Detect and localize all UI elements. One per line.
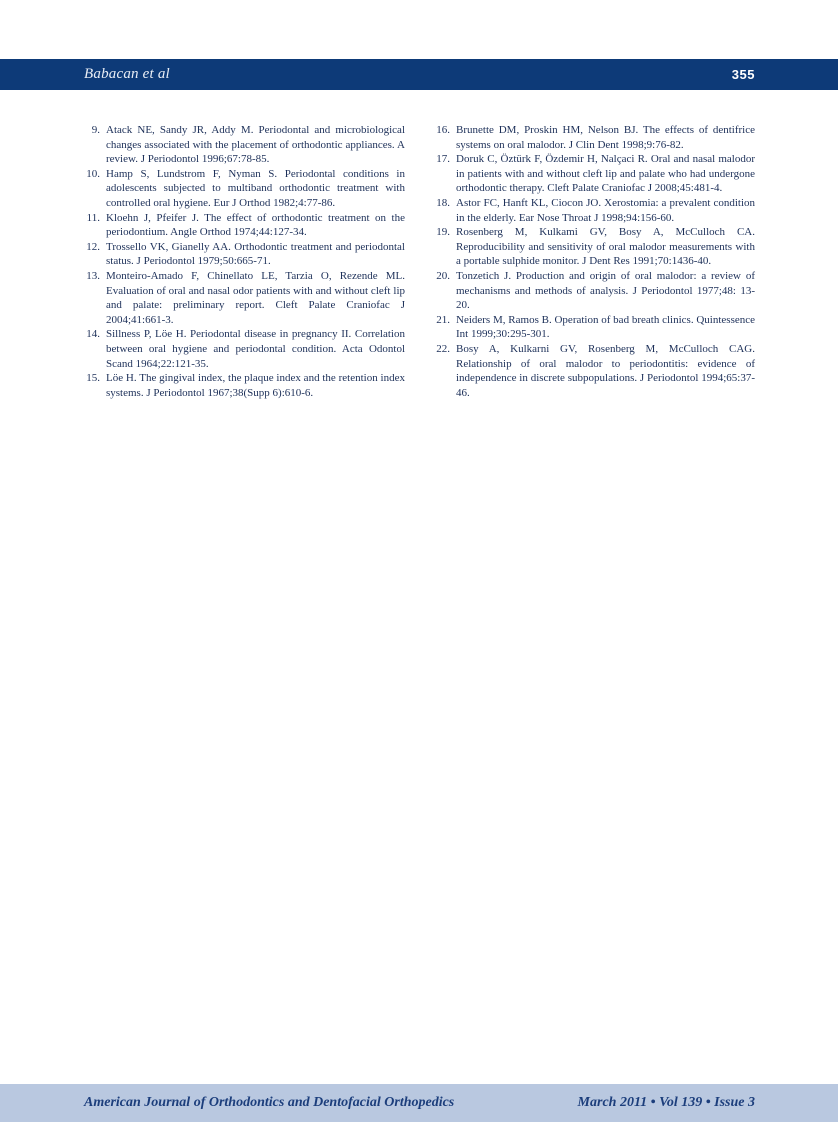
reference-text: Doruk C, Öztürk F, Özdemir H, Nalçaci R. Oral and nasal malodor in patients with and without cleft lip and palate who had undergone orthodontic therapy. Cleft Palate Craniofac J 2008;45:481-4. [456, 153, 755, 195]
reference-item [84, 123, 405, 167]
reference-text: Tonzetich J. Production and origin of oral malodor: a review of mechanisms and methods of analysis. J Periodontol 1977;48: 13-20. [456, 269, 755, 312]
reference-text: Kloehn J, Pfeifer J. The effect of orthodontic treatment on the periodontium. Angle Orthod 1974;44:127-34. [106, 211, 405, 239]
reference-item [84, 240, 405, 269]
footer-bar [0, 1084, 838, 1122]
references-section [84, 123, 756, 400]
reference-item [84, 211, 405, 240]
reference-item [84, 371, 405, 400]
reference-item [84, 327, 405, 371]
reference-number: 10. [86, 167, 100, 180]
reference-item [84, 269, 405, 327]
reference-text: Hamp S, Lundstrom F, Nyman S. Periodontal conditions in adolescents subjected to multiband orthodontic treatment with controlled oral hygiene. Eur J Orthod 1982;4:77-86. [106, 167, 405, 209]
reference-number: 19. [436, 226, 450, 239]
reference-number: 16. [436, 124, 450, 136]
reference-number: 13. [86, 269, 100, 282]
reference-number: 18. [436, 196, 450, 209]
reference-item [434, 196, 755, 225]
footer-journal-title: American Journal of Orthodontics and Dentofacial Orthopedics [84, 1095, 455, 1110]
reference-item [434, 152, 755, 196]
reference-number: 21. [436, 313, 450, 326]
reference-item [434, 342, 755, 400]
reference-item [434, 269, 755, 313]
reference-text: Brunette DM, Proskin HM, Nelson BJ. The effects of dentifrice systems on oral malodor. J Clin Dent 1998;9:76-82. [456, 124, 755, 151]
reference-number: 12. [86, 240, 100, 253]
reference-number: 20. [436, 269, 450, 282]
running-title: Babacan et al [84, 66, 170, 82]
page-number: 355 [731, 67, 755, 82]
reference-text: Trossello VK, Gianelly AA. Orthodontic treatment and periodontal status. J Periodontol 1979;50:665-71. [106, 240, 405, 268]
header-bar [0, 59, 838, 90]
reference-item [434, 225, 755, 269]
reference-number: 11. [86, 211, 100, 224]
reference-number: 14. [86, 328, 100, 341]
reference-number: 17. [436, 153, 450, 166]
reference-item [84, 167, 405, 211]
reference-text: Löe H. The gingival index, the plaque index and the retention index systems. J Periodontol 1967;38(Supp 6):610-6. [106, 372, 405, 399]
reference-text: Monteiro-Amado F, Chinellato LE, Tarzia O, Rezende ML. Evaluation of oral and nasal odor patients with and without cleft lip and palate: preliminary report. Cleft Palate Craniofac J 2004;41:661-3. [106, 269, 405, 326]
reference-text: Atack NE, Sandy JR, Addy M. Periodontal and microbiological changes associated with the placement of orthodontic appliances. A review. J Periodontol 1996;67:78-85. [106, 124, 405, 166]
reference-number: 15. [86, 372, 100, 385]
reference-item [434, 313, 755, 342]
footer-issue-info: March 2011 • Vol 139 • Issue 3 [577, 1095, 755, 1110]
reference-text: Sillness P, Löe H. Periodontal disease in pregnancy II. Correlation between oral hygiene and periodontal condition. Acta Odontol Scand 1964;22:121-35. [106, 328, 405, 370]
reference-text: Bosy A, Kulkarni GV, Rosenberg M, McCulloch CAG. Relationship of oral malodor to periodontitis: evidence of independence in discrete subpopulations. J Periodontol 1994;65:37-46. [456, 342, 755, 399]
reference-text: Rosenberg M, Kulkami GV, Bosy A, McCulloch CA. Reproducibility and sensitivity of oral malodor measurements with a portable sulphide monitor. J Dent Res 1991;70:1436-40. [456, 226, 755, 268]
references-column-right [434, 123, 755, 400]
references-column-left [84, 123, 405, 400]
reference-text: Astor FC, Hanft KL, Ciocon JO. Xerostomia: a prevalent condition in the elderly. Ear Nose Throat J 1998;94:156-60. [456, 196, 755, 224]
reference-number: 9. [91, 124, 100, 136]
reference-number: 22. [436, 342, 450, 355]
reference-text: Neiders M, Ramos B. Operation of bad breath clinics. Quintessence Int 1999;30:295-301. [456, 313, 755, 341]
reference-item [434, 123, 755, 152]
